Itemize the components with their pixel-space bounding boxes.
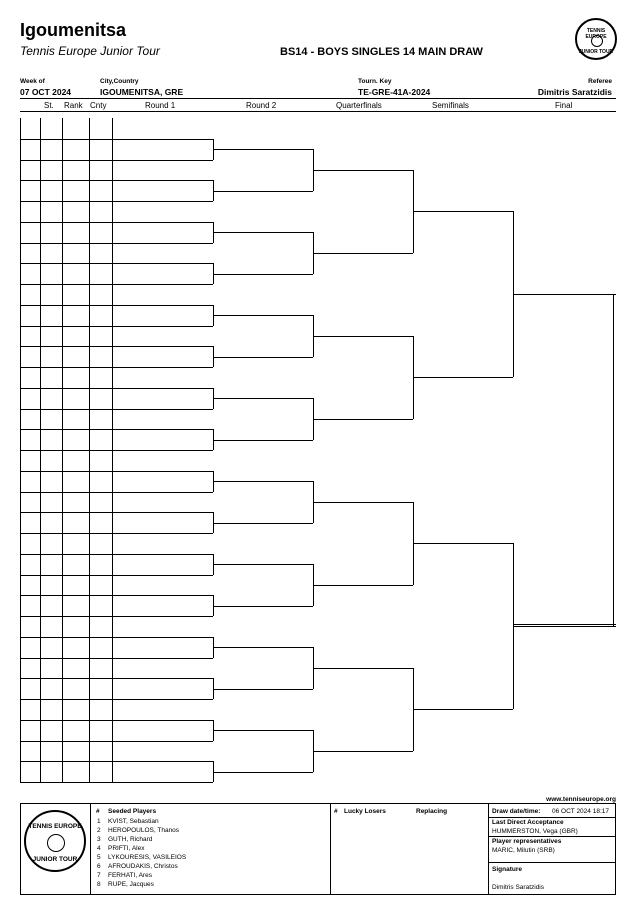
seed-player: GUTH, Richard	[108, 836, 153, 843]
col-quarterfinals: Quarterfinals	[336, 101, 382, 110]
bracket-connector	[613, 294, 614, 626]
round2-line	[213, 149, 313, 150]
player-line	[20, 699, 213, 700]
tennis-ball-icon	[591, 35, 603, 47]
seeded-hash: #	[96, 808, 100, 815]
week-value: 07 OCT 2024	[20, 87, 72, 97]
round2-line	[213, 481, 313, 482]
player-line	[20, 326, 213, 327]
round2-line	[213, 191, 313, 192]
qf-line	[313, 668, 413, 669]
qf-line	[313, 751, 413, 752]
final-line	[513, 294, 616, 295]
player-line	[20, 284, 213, 285]
city-label: City,Country	[100, 78, 139, 85]
seed-player: AFROUDAKIS, Christos	[108, 863, 178, 870]
seed-number: 5	[97, 854, 101, 861]
seed-player: LYKOURESIS, VASILEIOS	[108, 854, 187, 861]
player-line	[20, 243, 213, 244]
sf-line	[413, 543, 513, 544]
seed-number: 2	[97, 827, 101, 834]
column-header-divider	[20, 111, 616, 112]
lucky-hash: #	[334, 808, 338, 815]
seed-player: PRIFTI, Alex	[108, 845, 145, 852]
footer-right-divider-1	[488, 817, 616, 818]
seeded-title: Seeded Players	[108, 808, 157, 815]
col-cnty: Cnty	[90, 101, 107, 110]
qf-line	[313, 585, 413, 586]
sf-line	[413, 709, 513, 710]
qf-line	[313, 170, 413, 171]
week-label: Week of	[20, 78, 45, 85]
player-line	[20, 139, 213, 140]
player-line	[20, 367, 213, 368]
player-line	[20, 554, 213, 555]
player-line	[20, 512, 213, 513]
player-line	[20, 616, 213, 617]
qf-line	[313, 419, 413, 420]
tourn-key-value: TE-GRE-41A-2024	[358, 87, 431, 97]
round2-line	[213, 564, 313, 565]
round2-line	[213, 647, 313, 648]
footer-logo-bottom-text: JUNIOR TOUR	[32, 856, 78, 863]
player-line	[20, 492, 213, 493]
draw-date-label: Draw date/time:	[492, 808, 541, 815]
round2-line	[213, 440, 313, 441]
player-line	[20, 450, 213, 451]
col-round2: Round 2	[246, 101, 277, 110]
sf-line	[413, 377, 513, 378]
round2-line	[213, 274, 313, 275]
player-line	[20, 637, 213, 638]
referee-label: Referee	[588, 78, 612, 85]
player-line	[20, 180, 213, 181]
round2-line	[213, 730, 313, 731]
qf-line	[313, 253, 413, 254]
lucky-losers-title: Lucky Losers	[344, 808, 386, 815]
seed-player: HEROPOULOS, Thanos	[108, 827, 180, 834]
qf-line	[313, 502, 413, 503]
rep-label: Player representatives	[492, 838, 562, 845]
round2-line	[213, 772, 313, 773]
col-rank: Rank	[64, 101, 83, 110]
header-divider	[20, 98, 616, 99]
player-line	[20, 305, 213, 306]
col-final: Final	[555, 101, 573, 110]
player-line	[20, 263, 213, 264]
round2-line	[213, 398, 313, 399]
player-line	[20, 741, 213, 742]
logo-bottom-text: JUNIOR TOUR	[578, 49, 614, 55]
seed-player: RUPE, Jacques	[108, 881, 154, 888]
col-semifinals: Semifinals	[432, 101, 469, 110]
referee-value: Dimitris Saratzidis	[537, 87, 612, 97]
player-line	[20, 720, 213, 721]
seed-number: 1	[97, 818, 101, 825]
player-line	[20, 388, 213, 389]
rep-value: MARIC, Milutin (SRB)	[492, 847, 555, 854]
tour-subtitle: Tennis Europe Junior Tour	[20, 44, 160, 58]
round2-line	[213, 315, 313, 316]
player-line	[20, 575, 213, 576]
seed-player: FERHATI, Ares	[108, 872, 152, 879]
footer-logo-top-text: TENNIS EUROPE	[28, 823, 82, 830]
player-line	[20, 409, 213, 410]
tourn-key-label: Tourn. Key	[358, 78, 392, 85]
round2-line	[213, 357, 313, 358]
signature-label: Signature	[492, 866, 522, 873]
col-st: St.	[44, 101, 54, 110]
round2-line	[213, 689, 313, 690]
signature-value: Dimitris Saratzidis	[492, 884, 545, 891]
footer-divider-1	[90, 803, 91, 895]
seed-number: 4	[97, 845, 101, 852]
draw-name: BS14 - BOYS SINGLES 14 MAIN DRAW	[280, 46, 483, 58]
lda-label: Last Direct Acceptance	[492, 819, 564, 826]
player-line	[20, 595, 213, 596]
tournament-title: Igoumenitsa	[20, 20, 127, 40]
seed-player: KVIST, Sebastian	[108, 818, 159, 825]
footer-logo	[24, 810, 86, 872]
final-line	[513, 626, 616, 627]
player-line	[20, 658, 213, 659]
qf-line	[313, 336, 413, 337]
player-line	[20, 471, 213, 472]
seed-number: 7	[97, 872, 101, 879]
seed-number: 3	[97, 836, 101, 843]
player-line	[20, 533, 213, 534]
player-line	[20, 346, 213, 347]
tennis-europe-logo	[575, 18, 617, 60]
seed-number: 8	[97, 881, 101, 888]
logo-top-text: TENNIS EUROPE	[585, 28, 607, 40]
footer-divider-2	[330, 803, 331, 895]
lda-value: HUMMERSTON, Vega (GBR)	[492, 828, 578, 835]
seed-number: 6	[97, 863, 101, 870]
player-line	[20, 429, 213, 430]
replacing-title: Replacing	[416, 808, 448, 815]
footer-tennis-ball-icon	[47, 834, 65, 852]
champion-line	[513, 624, 616, 625]
player-line	[20, 222, 213, 223]
footer-right-divider-2	[488, 836, 616, 837]
player-line	[20, 761, 213, 762]
player-line	[20, 782, 213, 783]
draw-date-value: 06 OCT 2024 18:17	[552, 808, 609, 815]
player-line	[20, 160, 213, 161]
player-line	[20, 201, 213, 202]
round2-line	[213, 232, 313, 233]
footer-right-divider-3	[488, 862, 616, 863]
website-link[interactable]: www.tenniseurope.org	[546, 796, 616, 803]
city-value: IGOUMENITSA, GRE	[100, 87, 184, 97]
player-line	[20, 678, 213, 679]
round2-line	[213, 606, 313, 607]
round2-line	[213, 523, 313, 524]
sf-line	[413, 211, 513, 212]
col-round1: Round 1	[145, 101, 176, 110]
